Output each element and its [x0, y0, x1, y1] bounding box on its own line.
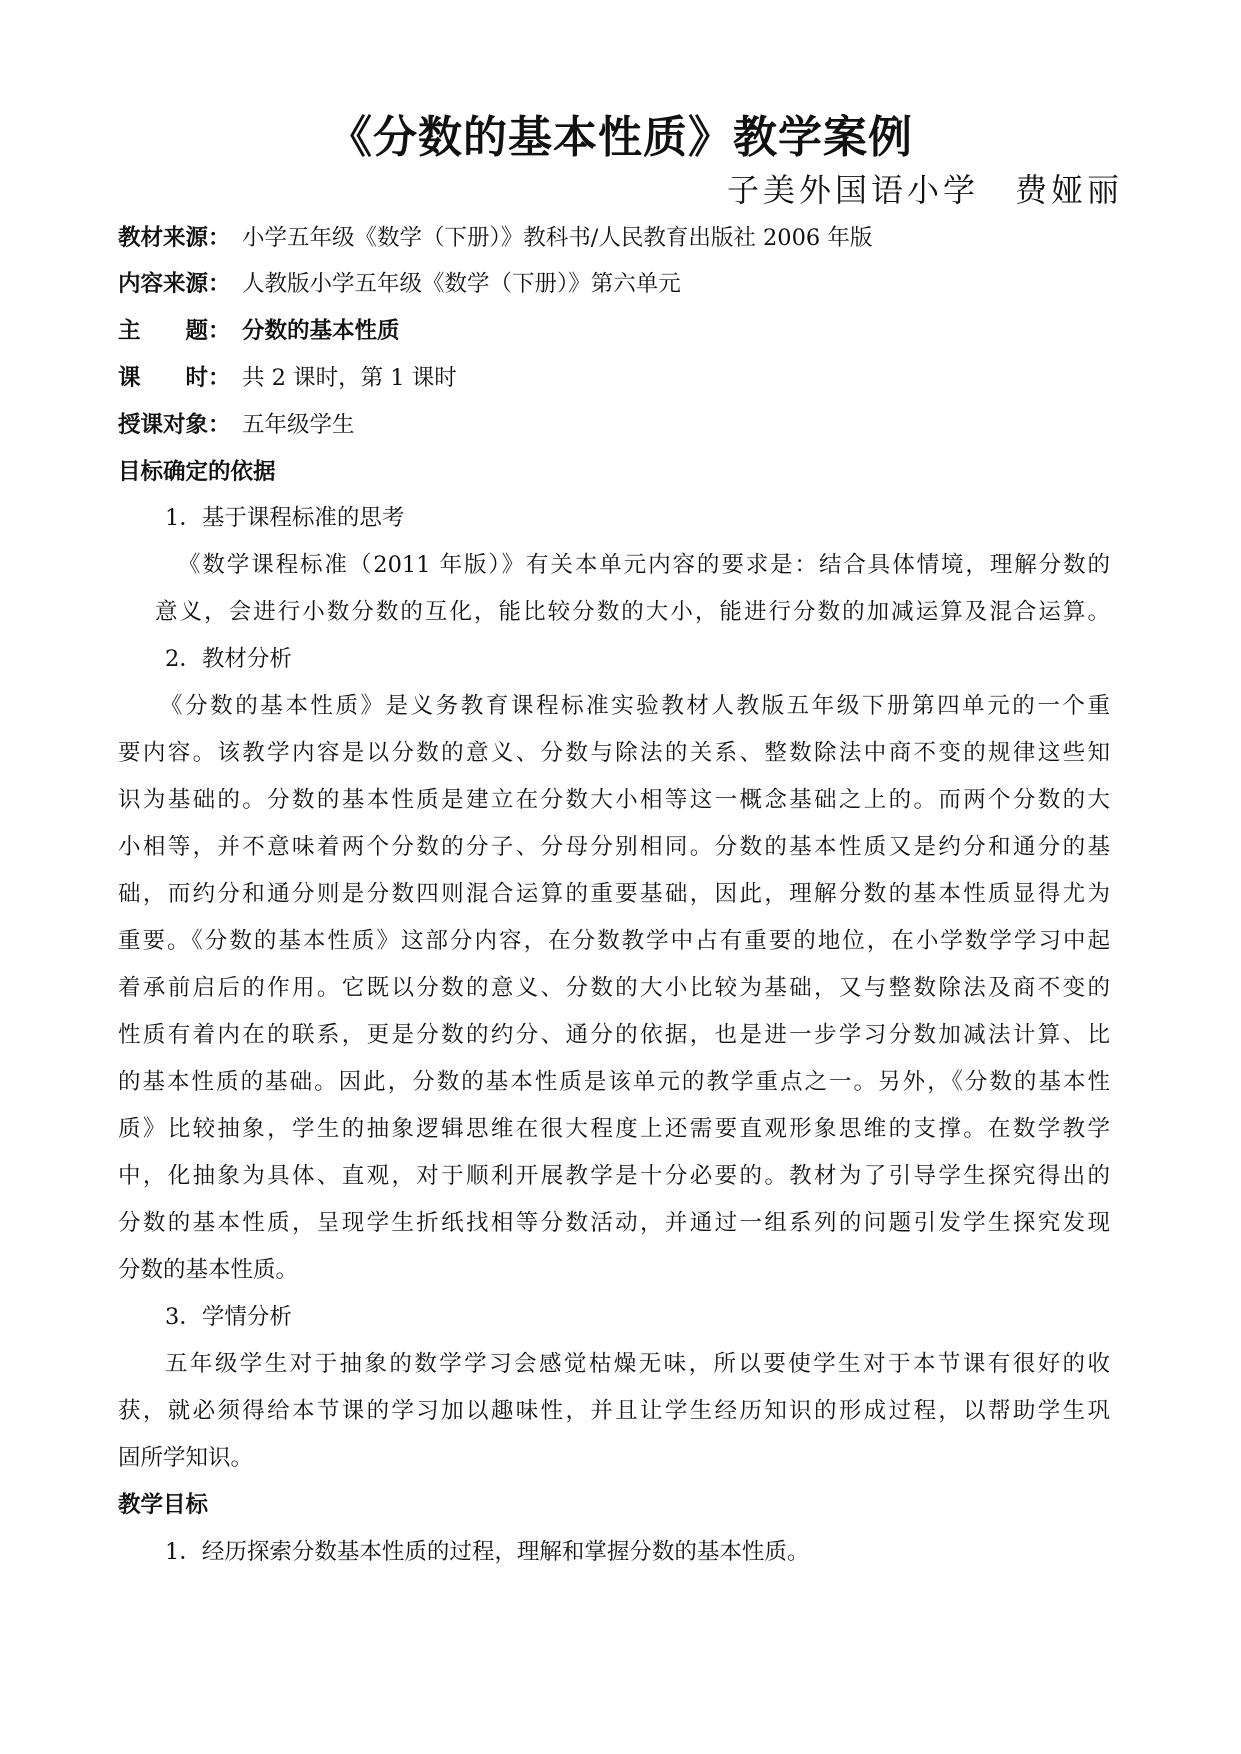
- paragraph-line: 着承前启后的作用。它既以分数的意义、分数的大小比较为基础，又与整数除法及商不变的: [118, 975, 1110, 1001]
- sub-heading-curriculum: 1．基于课程标准的思考: [165, 505, 405, 531]
- meta-textbook-source: [118, 221, 872, 255]
- paragraph-line: 意义，会进行小数分数的互化，能比较分数的大小，能进行分数的加减运算及混合运算。: [155, 599, 1110, 625]
- paragraph-line: 固所学知识。: [118, 1445, 254, 1471]
- paragraph-line: 识为基础的。分数的基本性质是建立在分数大小相等这一概念基础之上的。而两个分数的大: [118, 787, 1110, 813]
- meta-value: 分数的基本性质: [242, 318, 400, 344]
- paragraph-line: 五年级学生对于抽象的数学学习会感觉枯燥无味，所以要使学生对于本节课有很好的收: [165, 1351, 1110, 1377]
- meta-label: 内容来源：: [118, 271, 231, 297]
- meta-value: 小学五年级《数学（下册）》教科书/人民教育出版社 2006 年版: [242, 225, 873, 251]
- sub-heading-textbook-analysis: 2．教材分析: [165, 646, 292, 672]
- meta-label: 授课对象：: [118, 412, 231, 438]
- paragraph-line: 《数学课程标准（2011 年版）》有关本单元内容的要求是：结合具体情境，理解分数的: [178, 552, 1110, 578]
- paragraph-line: 中，化抽象为具体、直观，对于顺利开展教学是十分必要的。教材为了引导学生探究得出的: [118, 1163, 1110, 1189]
- meta-label: 主 题：: [118, 318, 231, 344]
- meta-content-source: [118, 267, 681, 301]
- paragraph-line: 要内容。该教学内容是以分数的意义、分数与除法的关系、整数除法中商不变的规律这些知: [118, 740, 1110, 766]
- paragraph-line: 质》比较抽象，学生的抽象逻辑思维在很大程度上还需要直观形象思维的支撑。在数学教学: [118, 1116, 1110, 1142]
- section-heading-teaching-goals: 教学目标: [118, 1492, 209, 1518]
- paragraph-line: 重要。《分数的基本性质》这部分内容，在分数教学中占有重要的地位，在小学数学学习中起: [118, 928, 1110, 954]
- goal-item: 1．经历探索分数基本性质的过程，理解和掌握分数的基本性质。: [165, 1539, 810, 1565]
- meta-topic: [118, 314, 400, 348]
- sub-heading-learner-analysis: 3．学情分析: [165, 1304, 292, 1330]
- section-heading-basis: 目标确定的依据: [118, 459, 276, 485]
- paragraph-line: 的基本性质的基础。因此，分数的基本性质是该单元的教学重点之一。另外，《分数的基本性: [118, 1069, 1110, 1095]
- author-byline: 子美外国语小学 费娅丽: [726, 171, 1123, 209]
- paragraph-line: 《分数的基本性质》是义务教育课程标准实验教材人教版五年级下册第四单元的一个重: [160, 693, 1110, 719]
- document-title: 《分数的基本性质》教学案例: [328, 112, 913, 163]
- meta-value: 人教版小学五年级《数学（下册）》第六单元: [242, 271, 681, 297]
- paragraph-line: 小相等，并不意味着两个分数的分子、分母分别相同。分数的基本性质又是约分和通分的基: [118, 834, 1110, 860]
- meta-label: 教材来源：: [118, 225, 231, 251]
- meta-value: 五年级学生: [242, 412, 355, 438]
- meta-audience: [118, 408, 355, 442]
- meta-label: 课 时：: [118, 365, 231, 391]
- meta-class-hours: [118, 361, 457, 395]
- paragraph-line: 分数的基本性质，呈现学生折纸找相等分数活动，并通过一组系列的问题引发学生探究发现: [118, 1210, 1110, 1236]
- paragraph-line: 性质有着内在的联系，更是分数的约分、通分的依据，也是进一步学习分数加减法计算、比: [118, 1022, 1110, 1048]
- paragraph-line: 础，而约分和通分则是分数四则混合运算的重要基础，因此，理解分数的基本性质显得尤为: [118, 881, 1110, 907]
- paragraph-line: 分数的基本性质。: [118, 1257, 299, 1283]
- paragraph-line: 获，就必须得给本节课的学习加以趣味性，并且让学生经历知识的形成过程，以帮助学生巩: [118, 1398, 1110, 1424]
- meta-value: 共 2 课时，第 1 课时: [242, 365, 457, 391]
